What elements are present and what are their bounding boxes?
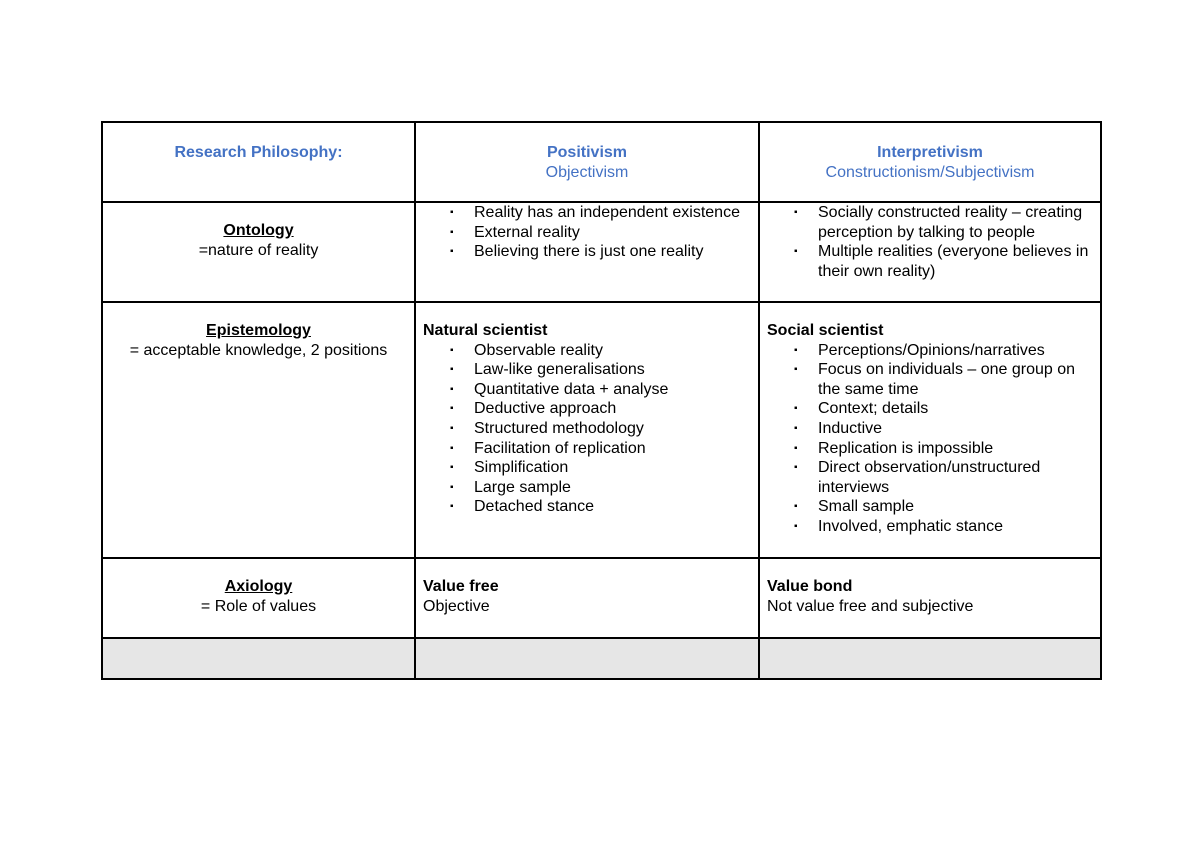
bullet-item xyxy=(450,242,752,262)
bullet-item xyxy=(450,439,752,459)
epistemology-positivism-lead: Natural scientist xyxy=(423,322,548,339)
bullet-item xyxy=(794,242,1094,281)
interpretivism-title: Interpretivism xyxy=(877,144,983,161)
bullet-text: Believing there is just one reality xyxy=(474,243,704,261)
bullet-text: Perceptions/Opinions/narratives xyxy=(818,341,1045,359)
axiology-interpretivism-cell xyxy=(759,558,1101,638)
square-bullet-icon: ▪ xyxy=(794,501,798,513)
bullet-item xyxy=(794,517,1094,537)
ontology-interpretivism-cell xyxy=(759,202,1101,302)
bullet-text: Quantitative data + analyse xyxy=(474,380,669,398)
bullet-text: Facilitation of replication xyxy=(474,439,646,457)
bullet-text: Simplification xyxy=(474,459,569,477)
epistemology-interpretivism-lead: Social scientist xyxy=(767,322,884,339)
bullet-item xyxy=(794,439,1094,459)
epistemology-term: Epistemology xyxy=(206,322,311,339)
bullet-item xyxy=(450,497,752,517)
square-bullet-icon: ▪ xyxy=(794,207,798,218)
bullet-item xyxy=(450,419,752,439)
bullet-item xyxy=(450,478,752,498)
bullet-text: Focus on individuals – one group on the same time xyxy=(818,361,1076,398)
epistemology-interpretivism-list xyxy=(767,341,1094,537)
ontology-term: Ontology xyxy=(223,222,294,239)
epistemology-interpretivism-cell xyxy=(759,302,1101,558)
empty-cell-3 xyxy=(759,638,1101,679)
bullet-item xyxy=(794,360,1094,399)
square-bullet-icon: ▪ xyxy=(450,207,454,218)
ontology-positivism-cell xyxy=(415,202,759,302)
ontology-definition: =nature of reality xyxy=(198,241,319,259)
epistemology-row xyxy=(102,302,1101,558)
square-bullet-icon: ▪ xyxy=(450,501,454,513)
bullet-item xyxy=(794,341,1094,361)
bullet-item xyxy=(450,399,752,419)
square-bullet-icon: ▪ xyxy=(794,246,798,258)
square-bullet-icon: ▪ xyxy=(794,403,798,415)
bullet-text: Multiple realities (everyone believes in their own reality) xyxy=(818,243,1089,280)
bullet-item xyxy=(794,399,1094,419)
axiology-definition: = Role of values xyxy=(200,597,317,615)
square-bullet-icon: ▪ xyxy=(450,422,454,434)
bullet-item xyxy=(450,223,752,243)
bullet-item xyxy=(450,341,752,361)
square-bullet-icon: ▪ xyxy=(450,246,454,258)
square-bullet-icon: ▪ xyxy=(794,462,798,474)
axiology-interpretivism-lead: Value bond xyxy=(767,578,853,595)
bullet-text: Socially constructed reality – creating perception by talking to people xyxy=(818,204,1083,241)
epistemology-definition: = acceptable knowledge, 2 positions xyxy=(129,341,388,359)
bullet-item xyxy=(794,458,1094,497)
ontology-interpretivism-list xyxy=(767,203,1094,281)
axiology-positivism-text: Objective xyxy=(423,597,490,615)
header-row xyxy=(102,122,1101,202)
epistemology-label-cell xyxy=(102,302,415,558)
bullet-text: Reality has an independent existence xyxy=(474,204,740,221)
bullet-text: Small sample xyxy=(818,498,915,516)
bullet-text: Structured methodology xyxy=(474,419,644,437)
empty-cell-1 xyxy=(102,638,415,679)
research-philosophy-table xyxy=(101,121,1102,680)
interpretivism-subtitle: Constructionism/Subjectivism xyxy=(825,163,1035,181)
bullet-item xyxy=(450,360,752,380)
header-label: Research Philosophy: xyxy=(174,144,343,161)
square-bullet-icon: ▪ xyxy=(794,442,798,454)
empty-cell-2 xyxy=(415,638,759,679)
square-bullet-icon: ▪ xyxy=(450,383,454,395)
bullet-text: Law-like generalisations xyxy=(474,361,645,379)
axiology-term: Axiology xyxy=(224,578,293,595)
bullet-text: Detached stance xyxy=(474,498,595,516)
header-label-cell xyxy=(102,122,415,202)
square-bullet-icon: ▪ xyxy=(794,364,798,376)
positivism-subtitle: Objectivism xyxy=(545,163,629,181)
bullet-text: Deductive approach xyxy=(474,400,617,418)
bullet-text: Replication is impossible xyxy=(818,439,994,457)
header-positivism-cell xyxy=(415,122,759,202)
bullet-text: External reality xyxy=(474,223,580,241)
bullet-text: Context; details xyxy=(818,400,929,418)
square-bullet-icon: ▪ xyxy=(450,364,454,376)
bullet-item xyxy=(794,419,1094,439)
bullet-text: Involved, emphatic stance xyxy=(818,517,1003,535)
bullet-text: Large sample xyxy=(474,478,571,496)
bullet-text: Observable reality xyxy=(474,341,603,359)
square-bullet-icon: ▪ xyxy=(450,462,454,474)
square-bullet-icon: ▪ xyxy=(450,403,454,415)
axiology-positivism-cell xyxy=(415,558,759,638)
square-bullet-icon: ▪ xyxy=(794,520,798,532)
square-bullet-icon: ▪ xyxy=(450,481,454,493)
ontology-label-cell xyxy=(102,202,415,302)
square-bullet-icon: ▪ xyxy=(794,344,798,356)
bullet-item xyxy=(794,497,1094,517)
ontology-positivism-list xyxy=(423,203,752,262)
square-bullet-icon: ▪ xyxy=(450,226,454,238)
bullet-item xyxy=(450,380,752,400)
axiology-interpretivism-text: Not value free and subjective xyxy=(767,597,974,615)
empty-row xyxy=(102,638,1101,679)
bullet-item xyxy=(450,458,752,478)
positivism-title: Positivism xyxy=(546,144,628,161)
square-bullet-icon: ▪ xyxy=(450,344,454,356)
epistemology-positivism-cell xyxy=(415,302,759,558)
square-bullet-icon: ▪ xyxy=(450,442,454,454)
axiology-row xyxy=(102,558,1101,638)
ontology-row xyxy=(102,202,1101,302)
bullet-item xyxy=(794,203,1094,242)
epistemology-positivism-list xyxy=(423,341,752,517)
square-bullet-icon: ▪ xyxy=(794,422,798,434)
header-interpretivism-cell xyxy=(759,122,1101,202)
bullet-text: Inductive xyxy=(818,419,883,437)
axiology-positivism-lead: Value free xyxy=(423,578,499,595)
bullet-text: Direct observation/unstructured interviews xyxy=(818,459,1041,496)
bullet-item xyxy=(450,203,752,223)
axiology-label-cell xyxy=(102,558,415,638)
